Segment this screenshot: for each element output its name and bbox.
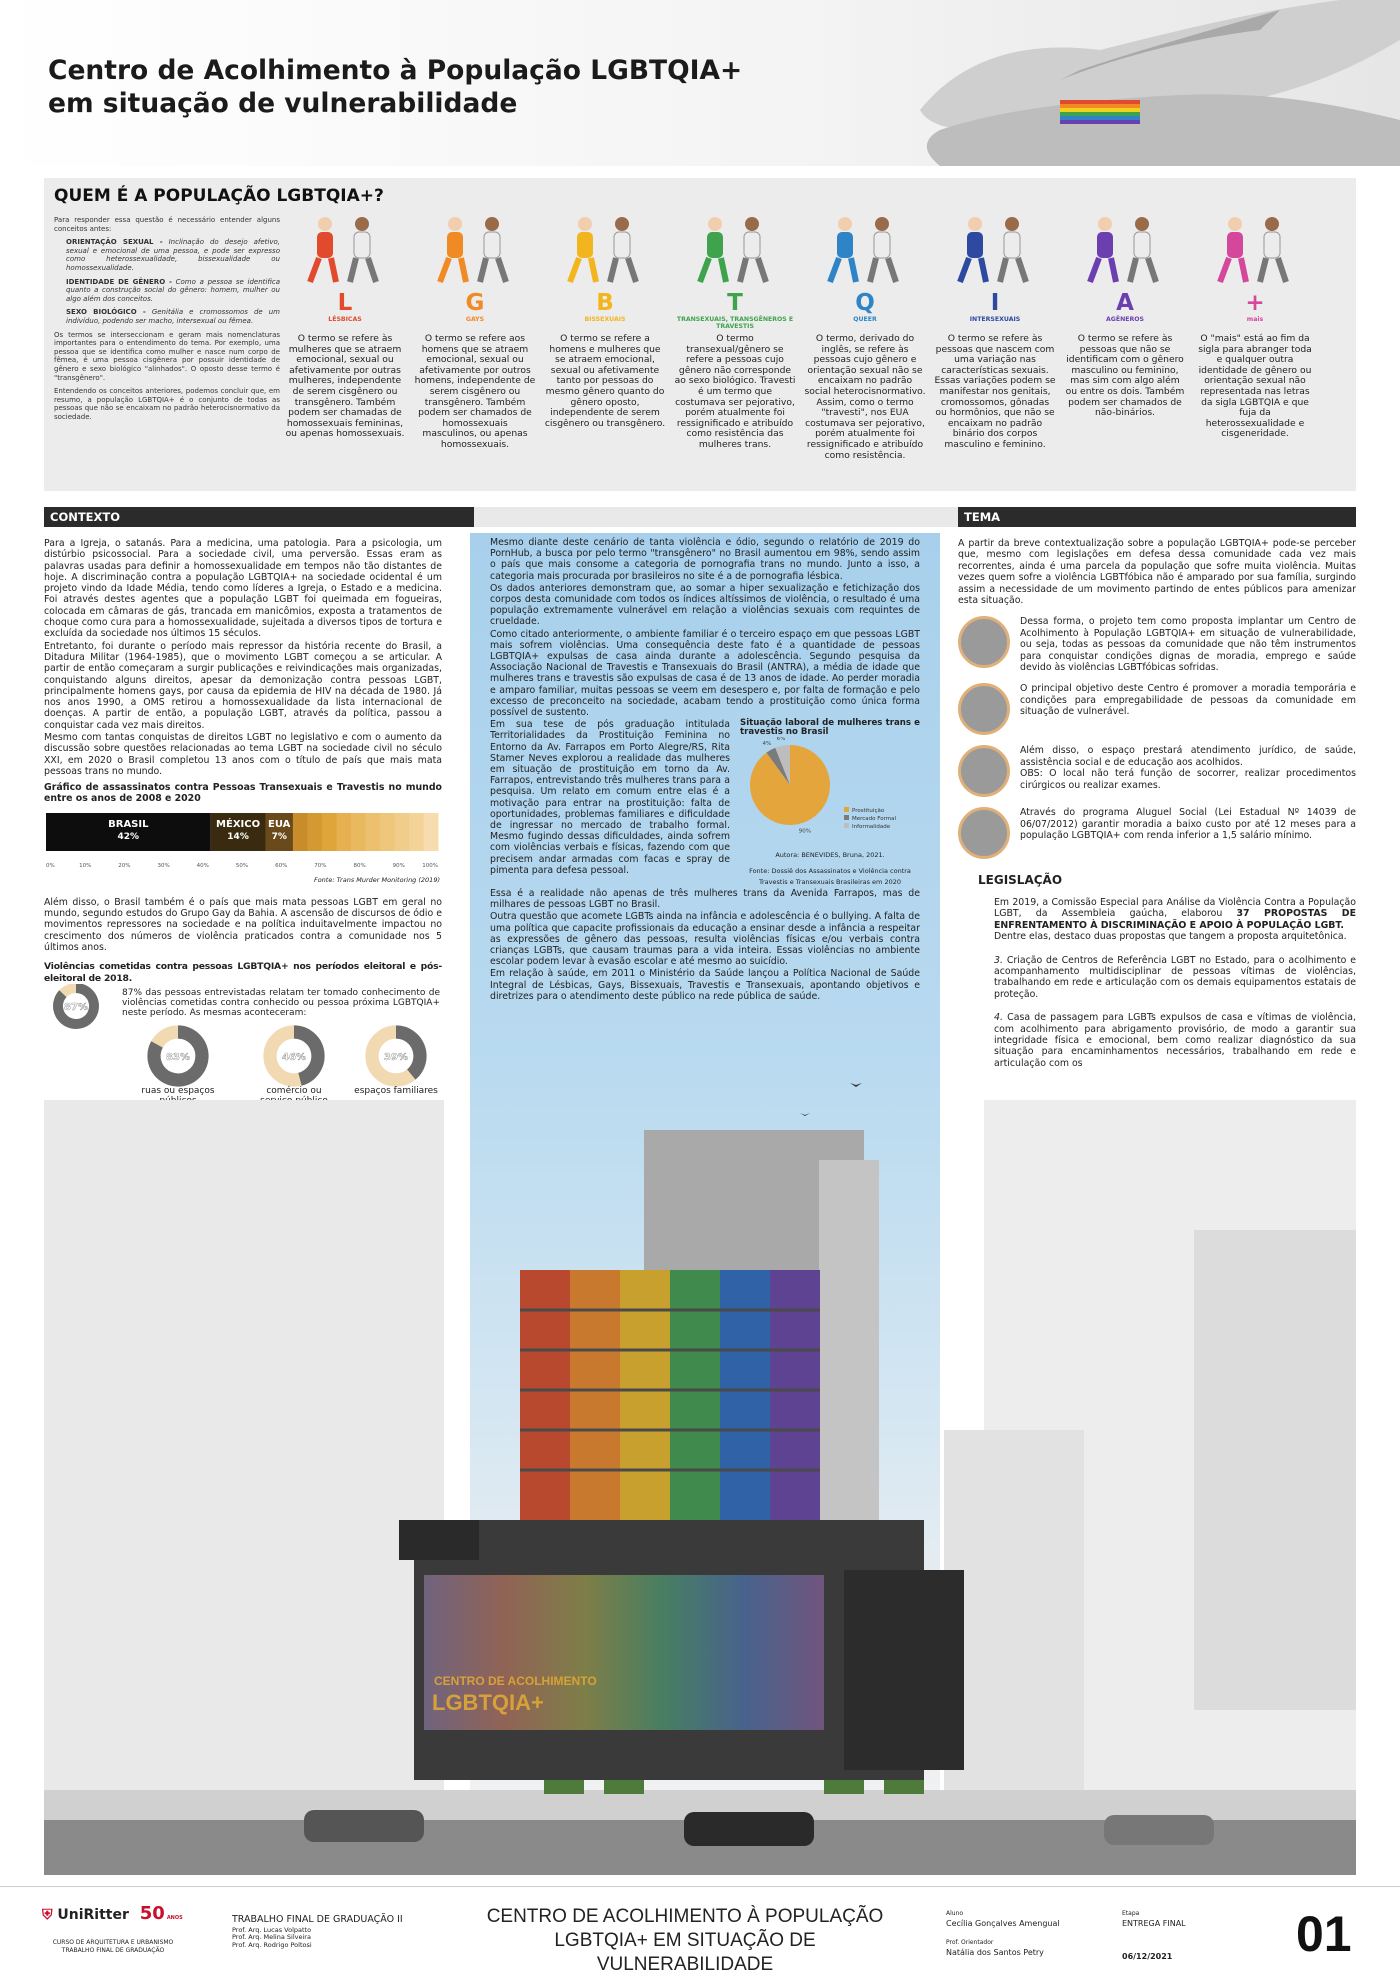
pie-title: Situação laboral de mulheres trans e travestis no Brasil bbox=[740, 718, 920, 738]
def-orientacao: ORIENTAÇÃO SEXUAL - Inclinação do desejo afetivo, sexual e emocional de uma pessoa, e pode ser expresso como heterossexualidade, bissexualidade ou homossexualidade. bbox=[66, 238, 280, 272]
tick-label: 100% bbox=[422, 862, 438, 869]
people-illustration bbox=[1200, 212, 1310, 286]
pie-value-label: 90% bbox=[798, 828, 811, 835]
left-building-wall bbox=[44, 1100, 444, 1790]
letter-card-mais bbox=[1190, 212, 1320, 440]
tick-label: 0% bbox=[46, 862, 55, 869]
tema-column: A partir da breve contextualização sobre a população LGBTQIA+ pode-se perceber que, mesmo com legislações em defesa dessa comunidade cada vez mais recorrentes, ainda é uma parcela da população que sofre muita violência. Muitas vezes quem sofre a violência LGBTfóbica não é amparado por sua família, surgindo assim a necessidade de um movimento partindo de entes públicos para amenizar esta situação. Dessa forma, o projeto tem como proposta implantar um Centro de Acolhimento à População LGBTQIA+ em situação de vulnerabilidade, ou seja, todas as pessoas da comunidade que não têm instrumentos para conquistar condições dignas de moradia, emprego e saúde devido às violências LGBTfóbicas sofridas. O principal objetivo deste Centro é promover a moradia temporária e condições para empregabilidade de pessoas da comunidade em situação de vulnerável. Além disso, o espaço prestará atendimento jurídico, de saúde, assistência social e de educação aos acolhidos. OBS: O local não terá função de socorrer, realizar procedimentos cirúrgicos ou realizar exames. Através do programa Aluguel Social (Lei Estadual Nº 14039 de 06/07/2012) garantir moradia a baixo custo por até 12 meses para a população LGBTQIA+ com renda inferior a 1,5 salário mínimo. LEGISLAÇÃO Em 2019, a Comissão Especial para Análise da Violência Contra a População LGBT, da Assembleia gaúcha, elaborou 37 PROPOSTAS DE ENFRENTAMENTO À DISCRIMINAÇÃO E APOIO À POPULAÇÃO LGBT. Dentre elas, destaco duas propostas que tangem a proposta arquitetônica. 3. Criação de Centros de Referência LGBT no Estado, para o acolhimento e acompanhamento multidisciplinar de pessoas vítimas de violências, trabalhando em rede e articulação com os demais equipamentos estatais de proteção. 4. Casa de passagem para LGBTs expulsos de casa e vítimas de violência, com acolhimento para abrigamento provisório, de modo a garantir sua integridade física e emocional, bem como realizar diagnóstico da sua situação para encaminhamentos necessários, trabalhando em rede e articulação com os bbox=[958, 538, 1357, 1069]
donut-value: 87% bbox=[64, 1001, 88, 1013]
bar-others-segment bbox=[380, 813, 395, 851]
letter-subtitle: INTERSEXUAIS bbox=[969, 316, 1021, 323]
bar-value-eua: 7% bbox=[271, 831, 287, 842]
handshake-icon bbox=[958, 807, 1010, 859]
bar-others-segment bbox=[365, 813, 380, 851]
letter-glyph: L bbox=[337, 290, 353, 316]
letter-description: O termo se refere aos homens que se atraem emocional, sexual ou afetivamente por outros homens, independente de serem cisgênero ou transgênero. Também podem ser chamados de homossexuais masculinos, ou apenas homossexuais. bbox=[414, 333, 536, 450]
tema-header: TEMA bbox=[958, 507, 1356, 527]
letter-card-agêneros bbox=[1060, 212, 1190, 419]
letter-card-intersexuais bbox=[930, 212, 1060, 451]
def-identidade: IDENTIDADE DE GÊNERO - Como a pessoa se identifica quanto a construção social do gênero: homem, mulher ou algo além dos conceitos. bbox=[66, 277, 280, 303]
pie-value-label: 6% bbox=[776, 737, 786, 743]
tema-item-1: Dessa forma, o projeto tem como proposta implantar um Centro de Acolhimento à População LGBTQIA+ em situação de vulnerabilidade, ou seja, todas as pessoas da comunidade que não têm instrumentos para conquistar condições dignas de moradia, emprego e saúde devido às violências LGBTfóbicas sofridas. bbox=[958, 616, 1356, 673]
letter-glyph: G bbox=[465, 290, 485, 316]
people-illustration bbox=[420, 212, 530, 286]
legend-label: Informalidade bbox=[852, 824, 891, 831]
people-illustration bbox=[940, 212, 1050, 286]
legend-swatch bbox=[844, 823, 849, 828]
bar-others-segment bbox=[394, 813, 409, 851]
donut-label: espaços familiares bbox=[354, 1085, 438, 1096]
bar-others-segment bbox=[307, 813, 322, 851]
letter-glyph: Q bbox=[855, 290, 875, 316]
tema-item-2: O principal objetivo deste Centro é promover a moradia temporária e condições para empregabilidade de pessoas da comunidade em situação de vulnerável. bbox=[958, 683, 1356, 735]
bar-others-segment bbox=[322, 813, 337, 851]
letter-glyph: + bbox=[1245, 290, 1265, 316]
letter-description: O termo se refere às mulheres que se atraem emocional, sexual ou afetivamente por outras mulheres, independente de serem cisgênero ou transgênero. Também podem ser chamadas de homossexuais femininas, ou apenas homossexuais. bbox=[285, 333, 405, 440]
chart1-source: Fonte: Trans Murder Monitoring (2019) bbox=[313, 875, 440, 884]
letter-description: O termo se refere às pessoas que não se identificam com o gênero masculino ou feminino, mas sim com algo além ou entre os dois. Também podem ser chamados de não-binários. bbox=[1065, 333, 1185, 419]
tick-label: 10% bbox=[79, 862, 92, 869]
tick-label: 80% bbox=[353, 862, 366, 869]
letter-description: O "mais" está ao fim da sigla para abranger toda e qualquer outra identidade de gênero ou orientação sexual não representada nas letras da sigla LGBTQIA e que fuja da heterossexualidade e cisgeneridade. bbox=[1198, 333, 1312, 440]
bar-value-brasil: 42% bbox=[117, 831, 140, 842]
pie-value-label: 4% bbox=[762, 741, 772, 748]
letter-description: O termo se refere a homens e mulheres que se atraem emocional, sexual ou afetivamente tanto por pessoas do mesmo gênero quanto do gênero oposto, independente de serem cisgênero ou transgênero. bbox=[544, 333, 666, 429]
letter-card-queer bbox=[800, 212, 930, 461]
murder-chart bbox=[44, 809, 440, 889]
legend-label: Prostituição bbox=[852, 808, 885, 815]
letter-subtitle: QUEER bbox=[853, 316, 877, 323]
tick-label: 20% bbox=[118, 862, 131, 869]
chart1-title: Gráfico de assassinatos contra Pessoas Transexuais e Travestis no mundo entre os anos de 2008 e 2020 bbox=[44, 782, 442, 805]
people-illustration bbox=[810, 212, 920, 286]
pie-svg bbox=[740, 737, 920, 847]
facade-sign-line2: LGBTQIA+ bbox=[432, 1690, 544, 1715]
course-info: CURSO DE ARQUITETURA E URBANISMO TRABALHO FINAL DE GRADUAÇÃO bbox=[52, 1939, 174, 1954]
chart2-title: Violências cometidas contra pessoas LGBTQIA+ nos períodos eleitoral e pós-eleitoral de 2018. bbox=[44, 961, 442, 984]
letter-glyph: A bbox=[1116, 290, 1134, 316]
tick-label: 50% bbox=[235, 862, 249, 869]
bar-others-segment bbox=[423, 813, 438, 851]
people-illustration bbox=[550, 212, 660, 286]
tick-label: 60% bbox=[275, 862, 288, 869]
project-name: CENTRO DE ACOLHIMENTO À POPULAÇÃO LGBTQIA+ EM SITUAÇÃO DE VULNERABILIDADE bbox=[486, 1906, 884, 1975]
tick-label: 30% bbox=[157, 862, 170, 869]
letter-card-bissexuais bbox=[540, 212, 670, 429]
etapa-info: Etapa ENTREGA FINAL 06/12/2021 bbox=[1122, 1910, 1186, 1961]
student-info: Aluno Cecília Gonçalves Amengual Prof. Orientador Natália dos Santos Petry bbox=[946, 1910, 1060, 1957]
uniritter-logo-icon: ⛨ bbox=[42, 1907, 53, 1923]
tfg-info: TRABALHO FINAL DE GRADUAÇÃO II Prof. Arq. Lucas Volpatto Prof. Arq. Melina Silveira Prof. Arq. Rodrigo Poltosi bbox=[232, 1914, 403, 1949]
quem-title: QUEM É A POPULAÇÃO LGBTQIA+? bbox=[54, 186, 384, 206]
letter-glyph: T bbox=[727, 290, 743, 316]
quem-intro: Para responder essa questão é necessário entender alguns conceitos antes: ORIENTAÇÃO SEXUAL - Inclinação do desejo afetivo, sexual e emocional de uma pessoa, e pode ser expresso como heterossexualidade, bissexualidade ou homossexualidade. IDENTIDADE DE GÊNERO - Como a pessoa se identifica quanto a construção social do gênero: homem, mulher ou algo além dos conceitos. SEXO BIOLÓGICO - Genitália e cromossomos de um indivíduo, podendo ser macho, intersexual ou fêmea. Os termos se interseccionam e geram mais nomenclaturas importantes para o entendimento do tema. Por exemplo, uma pessoa que se identifica como mulher e nasce num corpo de fêmea, é uma pessoa cisgênera por possuir identidade de gênero e sexo biológico "alinhados". O oposto desse termo é "transgênero". Entendendo os conceitos anteriores, podemos concluir que, em resumo, a população LGBTQIA+ é o conjunto de todas as pessoas que não se encaixam no padrão heterocisnormativo da sociedade. bbox=[54, 216, 280, 421]
middle-column: Mesmo diante deste cenário de tanta violência e ódio, segundo o relatório de 2019 do PornHub, a busca por pelo termo "transgênero" no Brasil aumentou em 98%, sendo assim o país que mais consome a categoria de pornografia trans no mundo. Junto a isso, a categoria mais procurada por brasileiros no site é a de pornografia lésbica. Os dados anteriores demonstram que, ao somar a hiper sexualização e fetichização dos corpos desta comunidade com todos os índices altíssimos de violência, o resultado é uma população extremamente vulnerável em relação a violências sexuais com requintes de crueldade. Como citado anteriormente, o ambiente familiar é o terceiro espaço em que pessoas LGBT mais sofrem violências. Uma consequência deste fato é a quantidade de pessoas LGBTQIA+ expulsas de casa ainda durante a adolescência. Segundo pesquisa da Associação Nacional de Travestis e Transexuais do Brasil (ANTRA), a média de idade que mulheres trans e travestis são expulsas de casa é de 13 anos de idade. Ao perder moradia e amparo familiar, muitas pessoas se veem em desespero e, por falta de formação e pelo excesso de preconceito na sociedade, acabam tendo a prostituição como única forma possível de sustento. Em sua tese de pós graduação intitulada Territorialidades da Prostituição Feminina no Entorno da Av. Farrapos em Porto Alegre/RS, Rita Stamer Neves explorou a realidade das mulheres em situação de prostituição em torno da Av. Farrapos, entrevistando três mulheres trans para a pesquisa. Um relato em comum entre elas é a motivação para entrar na prostituição: falta de oportunidades, problemas familiares e dificuldade de ingressar no mercado de trabalho formal. Mesmo fugindo dessas dificuldades, ainda sofrem com violências verbais e físicas, fazendo com que precisem andar armadas com facas e spray de pimenta para defesa pessoal. Situação laboral de mulheres trans e travestis no Brasil 90% Prostituição 4% Mercado Formal 6% Informalidade Autora: BENEVIDES, Bruna, 2021. Fonte: Dossiê dos Assassinatos e Violência contra Travestis e Transexuais Brasileiras em 2020 Essa é a realidade não apenas de três mulheres trans da Avenida Farrapos, mas de milhares de pessoas LGBT no Brasil. Outra questão que acomete LGBTs ainda na infância e adolescência é o bullying. A falta de uma política que capacite profissionais da educação a ensinar desde a infância a respeitar as expressões de gênero das pessoas, resulta violências físicas e/ou verbais contra crianças LGBTs, que causam traumas para a vida inteira. Essas violências no ambiente escolar podem levar à evasão escolar e até mesmo ao suicídio. Em relação à saúde, em 2011 o Ministério da Saúde lançou a Política Nacional de Saúde Integral de Lésbicas, Gays, Bissexuais, Travestis e Transexuais, apontando objetivos e diretrizes para o atendimento deste público na rede pública de saúde. bbox=[470, 533, 940, 1875]
uniritter-logo: ⛨ UniRitter 50 ANOS bbox=[42, 1903, 183, 1924]
bar-others-segment bbox=[351, 813, 366, 851]
contexto-header: CONTEXTO bbox=[44, 507, 474, 527]
bar-value-méxico: 14% bbox=[227, 831, 249, 842]
header-spacer bbox=[474, 507, 958, 527]
letter-description: O termo se refere às pessoas que nascem com uma variação nas características sexuais. Essas variações podem se manifestar nos genitais, cromossomos, gônadas ou hormônios, que não se encaixam no padrão binário dos corpos masculino e feminino. bbox=[934, 333, 1056, 450]
tema-item-3: Além disso, o espaço prestará atendimento jurídico, de saúde, assistência social e de educação aos acolhidos. OBS: O local não terá função de socorrer, realizar procedimentos cirúrgicos ou realizar exames. bbox=[958, 745, 1356, 797]
letter-subtitle: mais bbox=[1246, 316, 1264, 323]
facade-sign-line1: CENTRO DE ACOLHIMENTO bbox=[434, 1674, 597, 1688]
legend-label: Mercado Formal bbox=[852, 816, 897, 823]
pie-author: Autora: BENEVIDES, Bruna, 2021. bbox=[775, 851, 885, 860]
letter-subtitle: GAYS bbox=[465, 316, 485, 323]
donut-value: 46% bbox=[282, 1051, 306, 1063]
bar-others-segment bbox=[293, 813, 308, 851]
tick-label: 90% bbox=[392, 862, 405, 869]
header-banner bbox=[0, 0, 1400, 166]
donut-value: 39% bbox=[384, 1051, 408, 1063]
contexto-column: Para a Igreja, o satanás. Para a medicina, uma patologia. Para a psicologia, um distúrbio psicossocial. Para a sociedade civil, uma perversão. Essas eram as palavras usadas para definir a homossexualidade em tempos não tão distantes de hoje. A discriminação contra a população LGBTQIA+ na sociedade ocidental é um projeto vindo da Idade Média, tendo como líderes a Igreja, o Estado e a medicina. Foi através destes agentes que a população LGBT foi queimada em fogueiras, colocada em câmaras de gás, trancada em manicômios, exposta a tratamentos de choque como cura para a homossexualidade, sujeitada a diversos tipos de tortura e excluída da sociedade nos últimos 15 séculos. Entretanto, foi durante o período mais repressor da história recente do Brasil, a Ditadura Militar (1964-1985), que o movimento LGBT começou a se articular. A partir de então começaram a surgir publicações e reivindicações mais organizadas, conquistando alguns direitos, apesar da demonização contra pessoas LGBT, principalmente homens gays, por causa da epidemia de HIV na década de 1980. Já nos anos 1990, a OMS retirou a homossexualidade da lista internacional de doenças. A partir de então, a população LGBT, através da política, passou a conquistar cada vez mais direitos. Mesmo com tantas conquistas de direitos LGBT no legislativo e com o aumento da discussão sobre questões relacionadas ao tema LGBT na sociedade civil no século XXI, em 2020 o Brasil completou 13 anos com o título de país que mais mata pessoas trans no mundo. Gráfico de assassinatos contra Pessoas Transexuais e Travestis no mundo entre os anos de 2008 e 2020 BRASIL 42% MÉXICO 14% EUA 7% 0% 10% 20% 30% 40% 50% 60% 70% 80% 90% 100% Fonte: Trans Murder Monitoring (2019) Além disso, o Brasil também é o país que mais mata pessoas LGBT em geral no mundo, segundo estudos do Grupo Gay da Bahia. A ascensão de discursos de ódio e movimentos repressores na sociedade e na política induitavelmente impactou no crescimento dos números de violência praticados contra a comunidade nos 5 últimos anos. Violências cometidas contra pessoas LGBTQIA+ nos períodos eleitoral e pós-eleitoral de 2018. 87% 83% 46% 39% 87% das pessoas entrevistadas relatam ter tomado conhecimento de violências cometidas contra conhecido ou pessoa próxima LGBTQIA+ neste período. As mesmas aconteceram: ruas ou espaços comércio ou espaços familiares bbox=[44, 538, 442, 1124]
donut-label: comércio ou bbox=[266, 1085, 322, 1096]
quem-section bbox=[44, 178, 1356, 491]
legend-swatch bbox=[844, 815, 849, 820]
people-illustration bbox=[680, 212, 790, 286]
bar-label-méxico: MÉXICO bbox=[216, 818, 261, 830]
bar-others-segment bbox=[409, 813, 424, 851]
people-illustration bbox=[290, 212, 400, 286]
letter-card-gays bbox=[410, 212, 540, 451]
letter-description: O termo transexual/gênero se refere a pessoas cujo gênero não corresponde ao sexo biológico. Travesti é um termo que costumava ser pejorativo, porém atualmente foi ressignificado e atribuído como resistência das mulheres trans. bbox=[674, 333, 796, 450]
letter-subtitle: TRANSEXUAIS, TRANSGÊNEROS E TRAVESTIS bbox=[676, 316, 794, 330]
briefcase-house-icon bbox=[958, 683, 1010, 735]
tema-item-4: Através do programa Aluguel Social (Lei Estadual Nº 14039 de 06/07/2012) garantir moradia a baixo custo por até 12 meses para a população LGBTQIA+ com renda inferior a 1,5 salário mínimo. bbox=[958, 807, 1356, 859]
pie-source: Fonte: Dossiê dos Assassinatos e Violência contra Travestis e Transexuais Brasileiras em 2020 bbox=[749, 866, 911, 886]
bar-label-brasil: BRASIL bbox=[108, 818, 149, 830]
letter-glyph: B bbox=[596, 290, 614, 316]
legend-swatch bbox=[844, 807, 849, 812]
tick-label: 70% bbox=[314, 862, 327, 869]
letter-subtitle: BISSEXUAIS bbox=[584, 316, 626, 323]
building-render bbox=[44, 1100, 1356, 1875]
footer bbox=[0, 1886, 1400, 1979]
page-title: Centro de Acolhimento à População LGBTQIA+ em situação de vulnerabilidade bbox=[48, 55, 743, 119]
bar-label-eua: EUA bbox=[268, 818, 291, 830]
donut-value: 83% bbox=[166, 1051, 190, 1063]
colored-windows bbox=[520, 1270, 820, 1520]
tick-label: 40% bbox=[196, 862, 209, 869]
letter-glyph: I bbox=[990, 290, 1000, 316]
people-illustration bbox=[1070, 212, 1180, 286]
def-sexo: SEXO BIOLÓGICO - Genitália e cromossomos de um indivíduo, podendo ser macho, intersexual ou fêmea. bbox=[66, 308, 280, 325]
donut-label: ruas ou espaços bbox=[141, 1085, 215, 1096]
laboral-pie-chart bbox=[740, 719, 920, 888]
letter-subtitle: LÉSBICAS bbox=[328, 316, 362, 323]
rainbow-stripes bbox=[1060, 100, 1140, 124]
hands-photo bbox=[880, 0, 1400, 166]
page-number: 01 bbox=[1296, 1906, 1352, 1962]
letter-subtitle: AGÊNEROS bbox=[1106, 316, 1144, 323]
legislacao-body: Em 2019, a Comissão Especial para Análise da Violência Contra a População LGBT, da Assembleia gaúcha, elaborou 37 PROPOSTAS DE ENFRENTAMENTO À DISCRIMINAÇÃO E APOIO À POPULAÇÃO LGBT. Dentre elas, destaco duas propostas que tangem a proposta arquitetônica. 3. Criação de Centros de Referência LGBT no Estado, para o acolhimento e acompanhamento multidisciplinar de pessoas vítimas de violências, trabalhando em rede e articulação com os demais equipamentos estatais de proteção. 4. Casa de passagem para LGBTs expulsos de casa e vítimas de violência, com acolhimento para abrigamento provisório, de modo a garantir sua integridade física e emocional, bem como realizar diagnóstico da sua situação para encaminhamentos necessários, trabalhando em rede e articulação com os bbox=[994, 896, 1357, 1069]
services-icon bbox=[958, 745, 1010, 797]
letter-description: O termo, derivado do inglês, se refere às pessoas cujo gênero e orientação sexual não se encaixam no padrão social heterocisnormativo. Assim, como o termo "travesti", nos EUA costumava ser pejorativo, porém atualmente foi ressignificado e atribuído como resistência. bbox=[804, 333, 926, 461]
murder-chart-svg bbox=[44, 809, 440, 877]
letter-card-lésbicas bbox=[280, 212, 410, 440]
hands-heart-icon bbox=[958, 616, 1010, 668]
letter-card-transexuais bbox=[670, 212, 800, 451]
legislacao-title: LEGISLAÇÃO bbox=[978, 873, 1063, 888]
chart2-text: 87% das pessoas entrevistadas relatam ter tomado conhecimento de violências cometidas contra conhecido ou pessoa próxima LGBTQIA+ neste período. As mesmas aconteceram: bbox=[122, 987, 440, 1018]
bar-others-segment bbox=[336, 813, 351, 851]
